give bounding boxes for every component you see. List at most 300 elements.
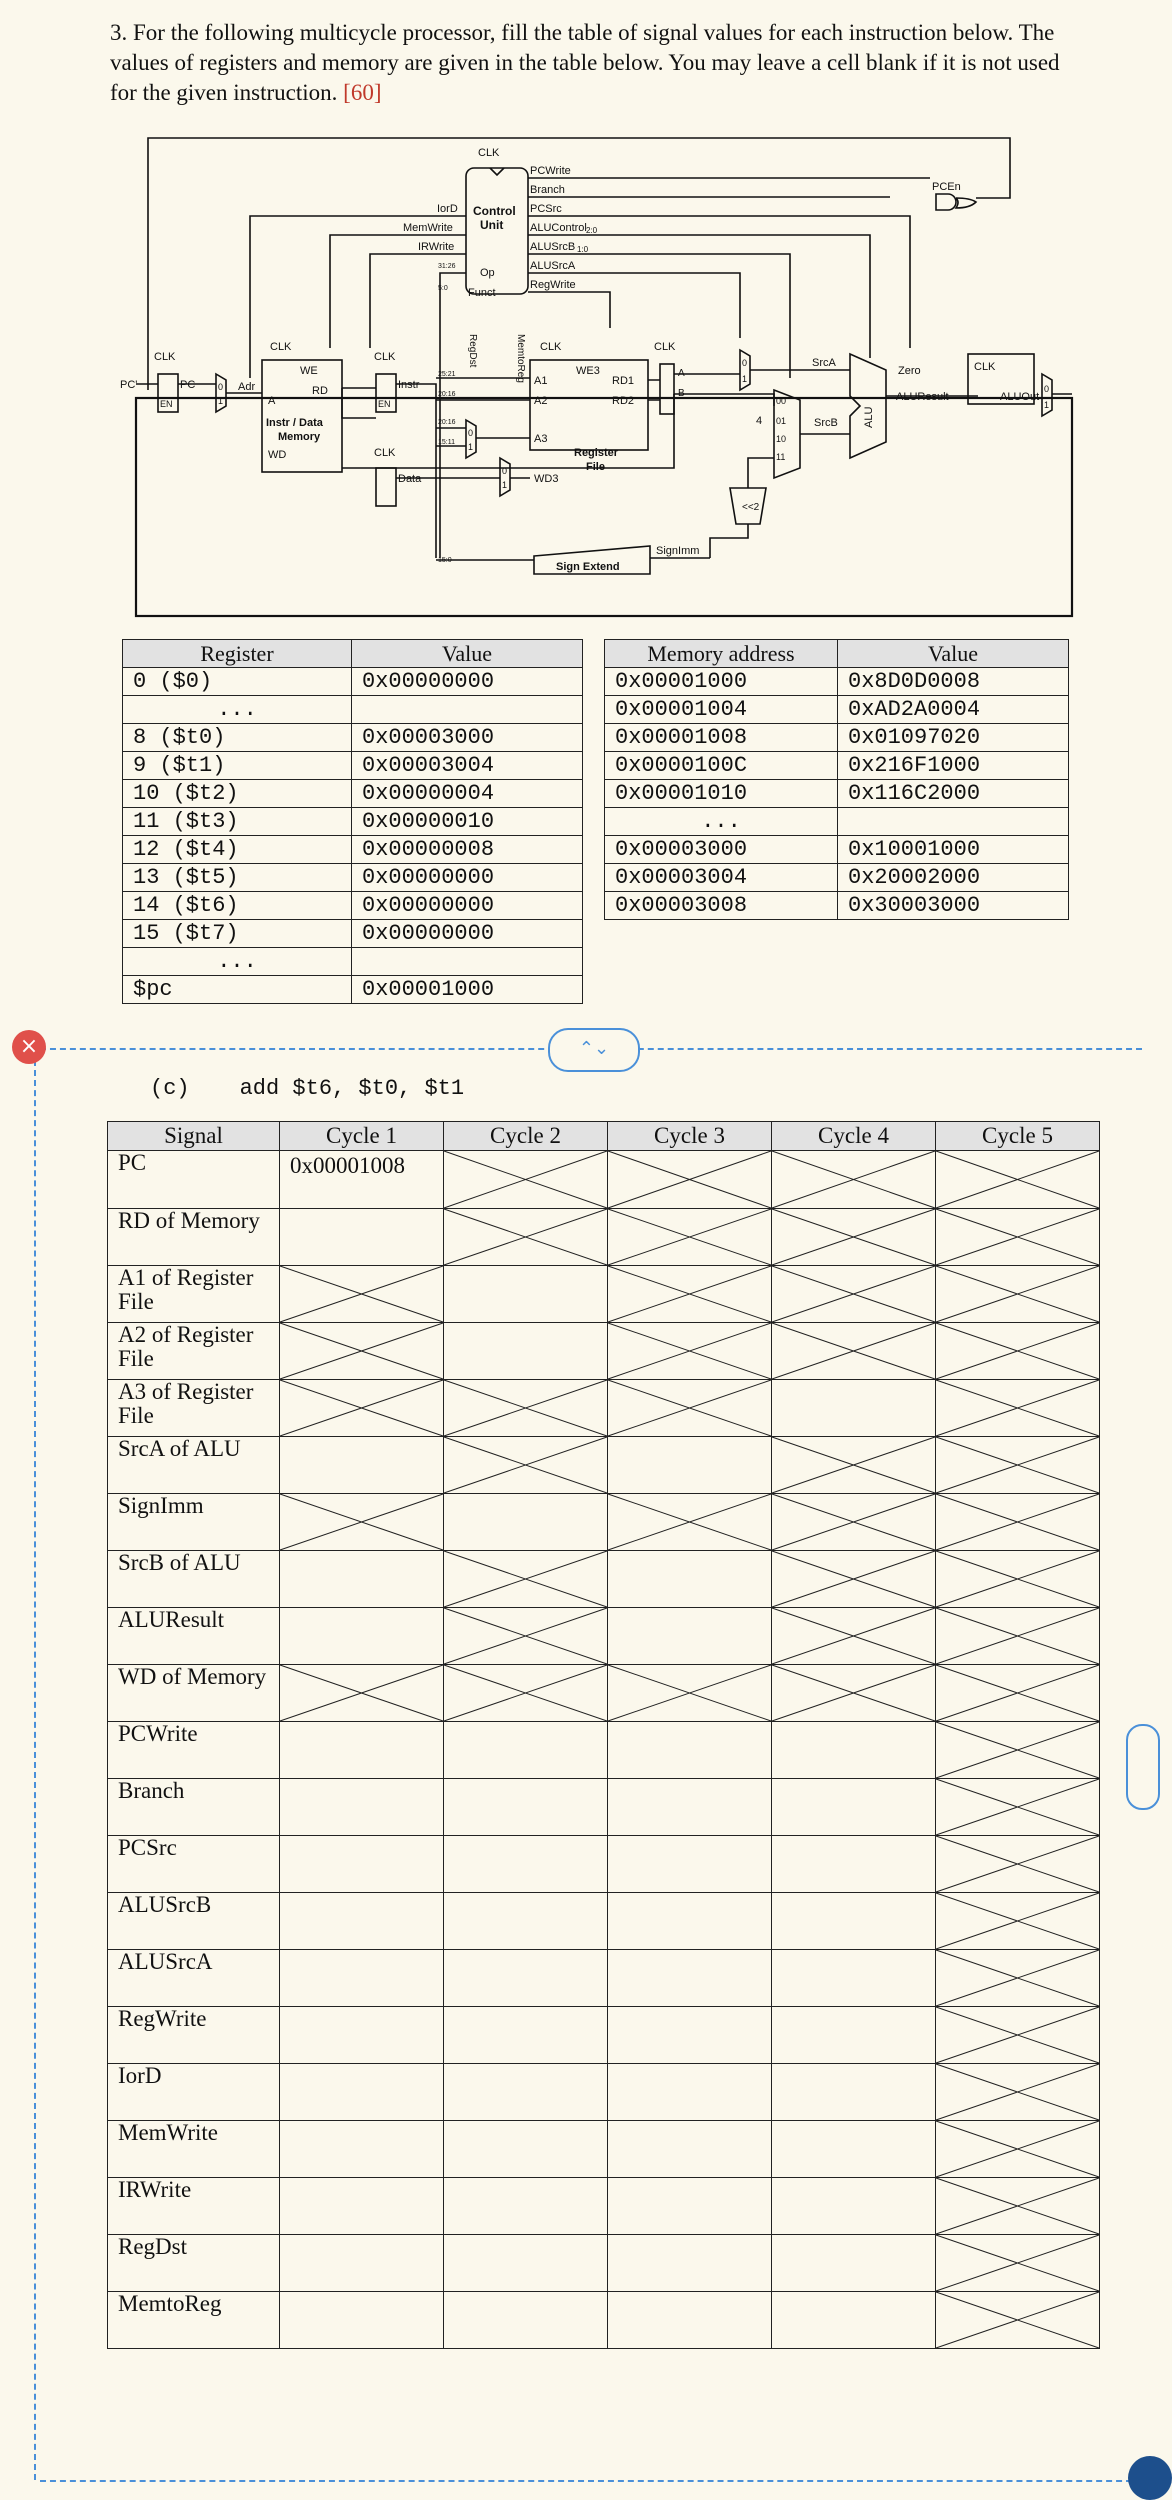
signal-cell[interactable] xyxy=(444,1494,608,1551)
crossed-cell xyxy=(936,1151,1100,1209)
crossed-cell xyxy=(936,2064,1100,2121)
signal-cell[interactable] xyxy=(772,1380,936,1437)
expand-collapse-icon[interactable]: ⌃⌄ xyxy=(548,1028,640,1072)
pc-label: PC xyxy=(180,379,196,391)
table-row xyxy=(123,696,583,724)
memory-address: 0x00003008 xyxy=(605,892,838,920)
table-row xyxy=(123,864,583,892)
crossed-cell xyxy=(936,1380,1100,1437)
cross-mark xyxy=(444,1608,607,1664)
register-name: 12 ($t4) xyxy=(123,836,352,864)
register-value: 0x00000004 xyxy=(352,780,583,808)
signal-name: MemtoReg xyxy=(108,2292,280,2349)
table-row xyxy=(605,864,1069,892)
rf-a2-label: A2 xyxy=(534,395,548,407)
signal-cell[interactable] xyxy=(444,1836,608,1893)
crossed-cell xyxy=(444,1551,608,1608)
bits-rt: 20:16 xyxy=(438,391,456,398)
pc-clk-label: CLK xyxy=(154,351,176,363)
data-label: Data xyxy=(398,473,422,485)
memory-address: 0x00003004 xyxy=(605,864,838,892)
cross-mark xyxy=(608,1323,771,1379)
cross-mark xyxy=(936,1950,1099,2006)
bits-imm: 15:0 xyxy=(438,557,452,564)
register-name: 0 ($0) xyxy=(123,668,352,696)
table-row xyxy=(123,892,583,920)
memory-value-header: Value xyxy=(838,640,1069,668)
cycle-3-header: Cycle 3 xyxy=(608,1122,772,1151)
memory-value: 0x116C2000 xyxy=(838,780,1069,808)
register-name: $pc xyxy=(123,976,352,1004)
crossed-cell xyxy=(444,1151,608,1209)
cross-mark xyxy=(444,1151,607,1208)
signal-cell[interactable] xyxy=(772,1893,936,1950)
signal-cell[interactable] xyxy=(280,2121,444,2178)
table-row xyxy=(605,696,1069,724)
rf-a3-label: A3 xyxy=(534,433,548,445)
memtoreg-mux-0: 0 xyxy=(502,466,508,476)
signal-cell[interactable] xyxy=(772,2121,936,2178)
pcsrc-mux-0: 0 xyxy=(1044,384,1050,394)
aluout-clk-label: CLK xyxy=(974,361,996,373)
signal-cell[interactable] xyxy=(280,1722,444,1779)
register-value: 0x00003004 xyxy=(352,752,583,780)
register-value: 0x00000008 xyxy=(352,836,583,864)
cross-mark xyxy=(936,1437,1099,1493)
signal-cell[interactable] xyxy=(280,1209,444,1266)
signal-cell[interactable] xyxy=(608,2007,772,2064)
ab-register xyxy=(660,364,674,414)
pcsrc-mux-1: 1 xyxy=(1044,400,1050,410)
srca-label: SrcA xyxy=(812,357,836,369)
srcb-mux-10: 10 xyxy=(776,434,787,444)
table-row xyxy=(123,668,583,696)
crossed-cell xyxy=(936,2007,1100,2064)
signal-name: A2 of Register File xyxy=(108,1323,280,1380)
table-row xyxy=(108,1323,1100,1380)
crossed-cell xyxy=(772,1494,936,1551)
signal-cell[interactable] xyxy=(608,1551,772,1608)
memory-value xyxy=(838,808,1069,836)
cross-mark xyxy=(936,1665,1099,1721)
signal-name: SrcB of ALU xyxy=(108,1551,280,1608)
data-register xyxy=(376,468,396,506)
rf-a1-label: A1 xyxy=(534,375,548,387)
register-value: 0x00000000 xyxy=(352,864,583,892)
memory-value: 0x01097020 xyxy=(838,724,1069,752)
signal-cell[interactable] xyxy=(280,1608,444,1665)
iord-mux-0: 0 xyxy=(218,382,224,392)
help-button[interactable] xyxy=(1128,2456,1172,2500)
part-letter: (c) xyxy=(150,1076,190,1101)
signal-cell[interactable] xyxy=(280,2007,444,2064)
table-row xyxy=(108,1722,1100,1779)
table-row xyxy=(108,2064,1100,2121)
signal-cell[interactable] xyxy=(608,1722,772,1779)
bits-rd: 15:11 xyxy=(438,439,455,446)
cross-mark xyxy=(772,1494,935,1550)
question-points: [60] xyxy=(343,80,382,105)
cross-mark xyxy=(608,1266,771,1322)
table-row xyxy=(108,1209,1100,1266)
register-value xyxy=(352,696,583,724)
processor-diagram xyxy=(120,138,1080,618)
signal-cell[interactable] xyxy=(772,1836,936,1893)
crossed-cell xyxy=(936,1722,1100,1779)
crossed-cell xyxy=(280,1266,444,1323)
crossed-cell xyxy=(936,2292,1100,2349)
cross-mark xyxy=(936,1722,1099,1778)
signal-name: SignImm xyxy=(108,1494,280,1551)
pcen-gates xyxy=(936,194,976,210)
cross-mark xyxy=(936,1836,1099,1892)
cross-mark xyxy=(444,1437,607,1493)
table-row xyxy=(605,780,1069,808)
signal-cell[interactable] xyxy=(280,2178,444,2235)
cross-mark xyxy=(936,2007,1099,2063)
signal-header: Signal xyxy=(108,1122,280,1151)
reg-b-label: B xyxy=(678,388,685,399)
crossed-cell xyxy=(936,1323,1100,1380)
aluresult-label: ALUResult xyxy=(896,391,949,403)
cycle-4-header: Cycle 4 xyxy=(772,1122,936,1151)
part-instruction: add $t6, $t0, $t1 xyxy=(239,1076,465,1101)
table-row xyxy=(108,1380,1100,1437)
signal-cell[interactable] xyxy=(608,2292,772,2349)
signal-cell[interactable] xyxy=(772,2178,936,2235)
cross-mark xyxy=(936,2121,1099,2177)
crossed-cell xyxy=(280,1494,444,1551)
bits-rs: 25:21 xyxy=(438,371,456,378)
signal-cell[interactable] xyxy=(608,1950,772,2007)
alu-shape xyxy=(850,354,886,458)
rf-rd1-label: RD1 xyxy=(612,375,635,387)
crossed-cell xyxy=(936,1266,1100,1323)
table-row xyxy=(123,724,583,752)
cross-mark xyxy=(936,1209,1099,1265)
signal-cell[interactable] xyxy=(444,2235,608,2292)
signal-cell[interactable] xyxy=(608,2121,772,2178)
srca-mux xyxy=(740,350,750,390)
crossed-cell xyxy=(608,1494,772,1551)
question-body: 3. For the following multicycle processor, fill the table of signal values for each instruction below. The values of registers and memory are given in the table below. You may leave a cell blank if it is not used for the given instruction. xyxy=(110,20,1060,105)
signal-name: PC xyxy=(108,1151,280,1209)
signal-cell[interactable] xyxy=(772,1779,936,1836)
table-row xyxy=(605,668,1069,696)
mem-clk-label: CLK xyxy=(270,341,292,353)
mem-rd-label: RD xyxy=(312,385,328,397)
signal-cell[interactable] xyxy=(444,2121,608,2178)
reg-a-label: A xyxy=(678,368,685,379)
table-row xyxy=(108,1151,1100,1209)
table-row xyxy=(108,1608,1100,1665)
crossed-cell xyxy=(936,1836,1100,1893)
cross-mark xyxy=(772,1665,935,1721)
table-row xyxy=(108,1494,1100,1551)
pcsrc-label: PCSrc xyxy=(530,203,562,215)
signal-cell[interactable] xyxy=(608,2064,772,2121)
table-row xyxy=(605,724,1069,752)
crossed-cell xyxy=(772,1266,936,1323)
memory-value: 0x30003000 xyxy=(838,892,1069,920)
signal-cell[interactable] xyxy=(444,1722,608,1779)
cross-mark xyxy=(772,1608,935,1664)
register-name: 11 ($t3) xyxy=(123,808,352,836)
memory-label-1: Instr / Data xyxy=(266,417,323,429)
register-value: 0x00000010 xyxy=(352,808,583,836)
signal-cell[interactable] xyxy=(280,2235,444,2292)
crossed-cell xyxy=(444,1209,608,1266)
signal-cell[interactable] xyxy=(444,1323,608,1380)
signal-name: RegDst xyxy=(108,2235,280,2292)
memory-label-2: Memory xyxy=(278,431,321,443)
register-value: 0x00003000 xyxy=(352,724,583,752)
alu-label: ALU xyxy=(863,406,875,428)
ab-clk-label: CLK xyxy=(654,341,676,353)
register-name: ... xyxy=(123,696,352,724)
bits-funct: 5:0 xyxy=(438,285,448,292)
table-row xyxy=(108,1437,1100,1494)
selection-border-bottom xyxy=(40,2480,1142,2482)
part-label xyxy=(150,1076,464,1101)
signimm-label: SignImm xyxy=(656,545,700,557)
table-row xyxy=(123,920,583,948)
regdst-mux-0: 0 xyxy=(468,428,474,438)
cross-mark xyxy=(936,1551,1099,1607)
crossed-cell xyxy=(608,1665,772,1722)
crossed-cell xyxy=(772,1665,936,1722)
bits-op: 31:26 xyxy=(438,263,456,270)
signal-cell[interactable] xyxy=(608,1836,772,1893)
funct-label: Funct xyxy=(468,287,496,299)
cross-mark xyxy=(608,1151,771,1208)
memory-address: 0x00003000 xyxy=(605,836,838,864)
signal-name: A3 of Register File xyxy=(108,1380,280,1437)
signal-cell[interactable] xyxy=(280,1437,444,1494)
memtoreg-mux-1: 1 xyxy=(502,480,508,490)
signal-cell[interactable] xyxy=(772,2235,936,2292)
signal-cell[interactable] xyxy=(444,2178,608,2235)
signal-cell[interactable] xyxy=(280,2292,444,2349)
data-clk-label: CLK xyxy=(374,447,396,459)
signal-cell[interactable] xyxy=(772,2292,936,2349)
crossed-cell xyxy=(772,1608,936,1665)
signal-name: ALUSrcA xyxy=(108,1950,280,2007)
memtoreg-mux xyxy=(500,458,510,496)
table-row xyxy=(123,976,583,1004)
table-row xyxy=(123,808,583,836)
rf-wd3-label: WD3 xyxy=(534,473,559,485)
sign-extend-label: Sign Extend xyxy=(556,561,620,573)
memory-value: 0x8D0D0008 xyxy=(838,668,1069,696)
crossed-cell xyxy=(936,1665,1100,1722)
cross-mark xyxy=(444,1665,607,1721)
control-unit-label-2: Unit xyxy=(480,218,504,232)
signal-cell[interactable] xyxy=(608,1608,772,1665)
regwrite-label: RegWrite xyxy=(530,279,576,291)
question-text xyxy=(110,18,1060,108)
crossed-cell xyxy=(608,1209,772,1266)
alucontrol-sub: 2:0 xyxy=(586,226,598,235)
pc-prime-label: PC' xyxy=(120,379,138,391)
table-row xyxy=(108,2235,1100,2292)
cross-mark xyxy=(936,2064,1099,2120)
cross-mark xyxy=(936,1151,1099,1208)
alusrca-label: ALUSrcA xyxy=(530,260,576,272)
signal-cell[interactable] xyxy=(280,1779,444,1836)
alusrcb-sub: 1:0 xyxy=(577,245,589,254)
cross-mark xyxy=(936,1608,1099,1664)
signal-name: SrcA of ALU xyxy=(108,1437,280,1494)
signal-cell[interactable] xyxy=(608,1779,772,1836)
cross-mark xyxy=(772,1437,935,1493)
signal-name: A1 of Register File xyxy=(108,1266,280,1323)
crossed-cell xyxy=(608,1151,772,1209)
signal-cell[interactable] xyxy=(772,1950,936,2007)
crossed-cell xyxy=(444,1665,608,1722)
register-name: 13 ($t5) xyxy=(123,864,352,892)
signal-cell[interactable] xyxy=(280,1836,444,1893)
signal-cell[interactable] xyxy=(772,2007,936,2064)
signal-cell[interactable] xyxy=(608,1893,772,1950)
signal-cell[interactable] xyxy=(608,1437,772,1494)
cross-mark xyxy=(772,1209,935,1265)
table-row xyxy=(108,2178,1100,2235)
signal-cell[interactable] xyxy=(772,1722,936,1779)
memory-value: 0xAD2A0004 xyxy=(838,696,1069,724)
cross-mark xyxy=(444,1551,607,1607)
table-row xyxy=(108,1950,1100,2007)
instr-en-label: EN xyxy=(378,399,391,409)
cross-mark xyxy=(936,2178,1099,2234)
mem-we-label: WE xyxy=(300,365,318,377)
table-row xyxy=(605,752,1069,780)
selection-border-left xyxy=(34,1060,36,2480)
outer-loop xyxy=(136,398,1072,616)
table-row xyxy=(108,2121,1100,2178)
signal-cell[interactable] xyxy=(280,1893,444,1950)
table-row xyxy=(108,1551,1100,1608)
register-name: 9 ($t1) xyxy=(123,752,352,780)
cross-mark xyxy=(936,2235,1099,2291)
regdst-mux xyxy=(466,420,476,458)
signal-cell[interactable] xyxy=(280,1151,444,1209)
pc-en-label: EN xyxy=(160,399,173,409)
signal-cell[interactable] xyxy=(772,2064,936,2121)
cycle-5-header: Cycle 5 xyxy=(936,1122,1100,1151)
table-row xyxy=(123,752,583,780)
signal-cell[interactable] xyxy=(280,2064,444,2121)
signal-cell[interactable] xyxy=(608,2178,772,2235)
crossed-cell xyxy=(936,1779,1100,1836)
signal-cell[interactable] xyxy=(444,1266,608,1323)
signal-cell[interactable] xyxy=(444,2007,608,2064)
cross-mark xyxy=(772,1323,935,1379)
adr-label: Adr xyxy=(238,381,256,393)
cross-mark xyxy=(280,1266,443,1322)
table-row xyxy=(123,948,583,976)
crossed-cell xyxy=(772,1437,936,1494)
shift-label: <<2 xyxy=(742,502,760,513)
register-name: 15 ($t7) xyxy=(123,920,352,948)
crossed-cell xyxy=(608,1266,772,1323)
cycle-1-header: Cycle 1 xyxy=(280,1122,444,1151)
memory-address-header: Memory address xyxy=(605,640,838,668)
cross-mark xyxy=(608,1665,771,1721)
table-row xyxy=(605,808,1069,836)
value-header: Value xyxy=(352,640,583,668)
crossed-cell xyxy=(936,1209,1100,1266)
signal-cell[interactable] xyxy=(608,2235,772,2292)
cross-mark xyxy=(772,1151,935,1208)
memory-value: 0x10001000 xyxy=(838,836,1069,864)
register-header: Register xyxy=(123,640,352,668)
resize-handle[interactable] xyxy=(1126,1724,1160,1810)
signal-cell[interactable] xyxy=(280,1551,444,1608)
cross-mark xyxy=(772,1551,935,1607)
signal-name: Branch xyxy=(108,1779,280,1836)
control-clk-label: CLK xyxy=(478,147,500,159)
register-table xyxy=(122,639,583,1004)
regdst-mux-1: 1 xyxy=(468,442,474,452)
close-icon[interactable]: × xyxy=(12,1030,46,1064)
crossed-cell xyxy=(444,1380,608,1437)
memory-value: 0x216F1000 xyxy=(838,752,1069,780)
op-label: Op xyxy=(480,267,495,279)
aluout-label: ALUOut xyxy=(1000,391,1040,403)
signal-cell[interactable] xyxy=(280,1950,444,2007)
bits-rt2: 20:16 xyxy=(438,419,456,426)
signal-value: 0x00001008 xyxy=(290,1153,405,1178)
table-row xyxy=(123,836,583,864)
crossed-cell xyxy=(280,1665,444,1722)
crossed-cell xyxy=(772,1151,936,1209)
cross-mark xyxy=(936,1893,1099,1949)
crossed-cell xyxy=(936,1950,1100,2007)
crossed-cell xyxy=(936,1608,1100,1665)
table-row xyxy=(108,2007,1100,2064)
signal-cell[interactable] xyxy=(444,2292,608,2349)
signal-cell[interactable] xyxy=(444,1779,608,1836)
cross-mark xyxy=(608,1494,771,1550)
register-value: 0x00000000 xyxy=(352,668,583,696)
pcwrite-label: PCWrite xyxy=(530,165,571,177)
instr-clk-label: CLK xyxy=(374,351,396,363)
memory-address: 0x0000100C xyxy=(605,752,838,780)
signal-cell[interactable] xyxy=(444,1950,608,2007)
crossed-cell xyxy=(936,1551,1100,1608)
table-row xyxy=(605,836,1069,864)
signal-name: ALUResult xyxy=(108,1608,280,1665)
cycle-2-header: Cycle 2 xyxy=(444,1122,608,1151)
signal-name: PCWrite xyxy=(108,1722,280,1779)
table-row xyxy=(108,1779,1100,1836)
crossed-cell xyxy=(608,1323,772,1380)
signal-name: PCSrc xyxy=(108,1836,280,1893)
alusrcb-label: ALUSrcB xyxy=(530,241,576,253)
memwrite-label: MemWrite xyxy=(403,222,453,234)
signal-cell[interactable] xyxy=(444,1893,608,1950)
signal-name: WD of Memory xyxy=(108,1665,280,1722)
register-name: 8 ($t0) xyxy=(123,724,352,752)
table-row xyxy=(108,1266,1100,1323)
crossed-cell xyxy=(772,1209,936,1266)
cross-mark xyxy=(280,1323,443,1379)
cross-mark xyxy=(772,1266,935,1322)
cross-mark xyxy=(280,1665,443,1721)
cross-mark xyxy=(936,1380,1099,1436)
signal-cell[interactable] xyxy=(444,2064,608,2121)
